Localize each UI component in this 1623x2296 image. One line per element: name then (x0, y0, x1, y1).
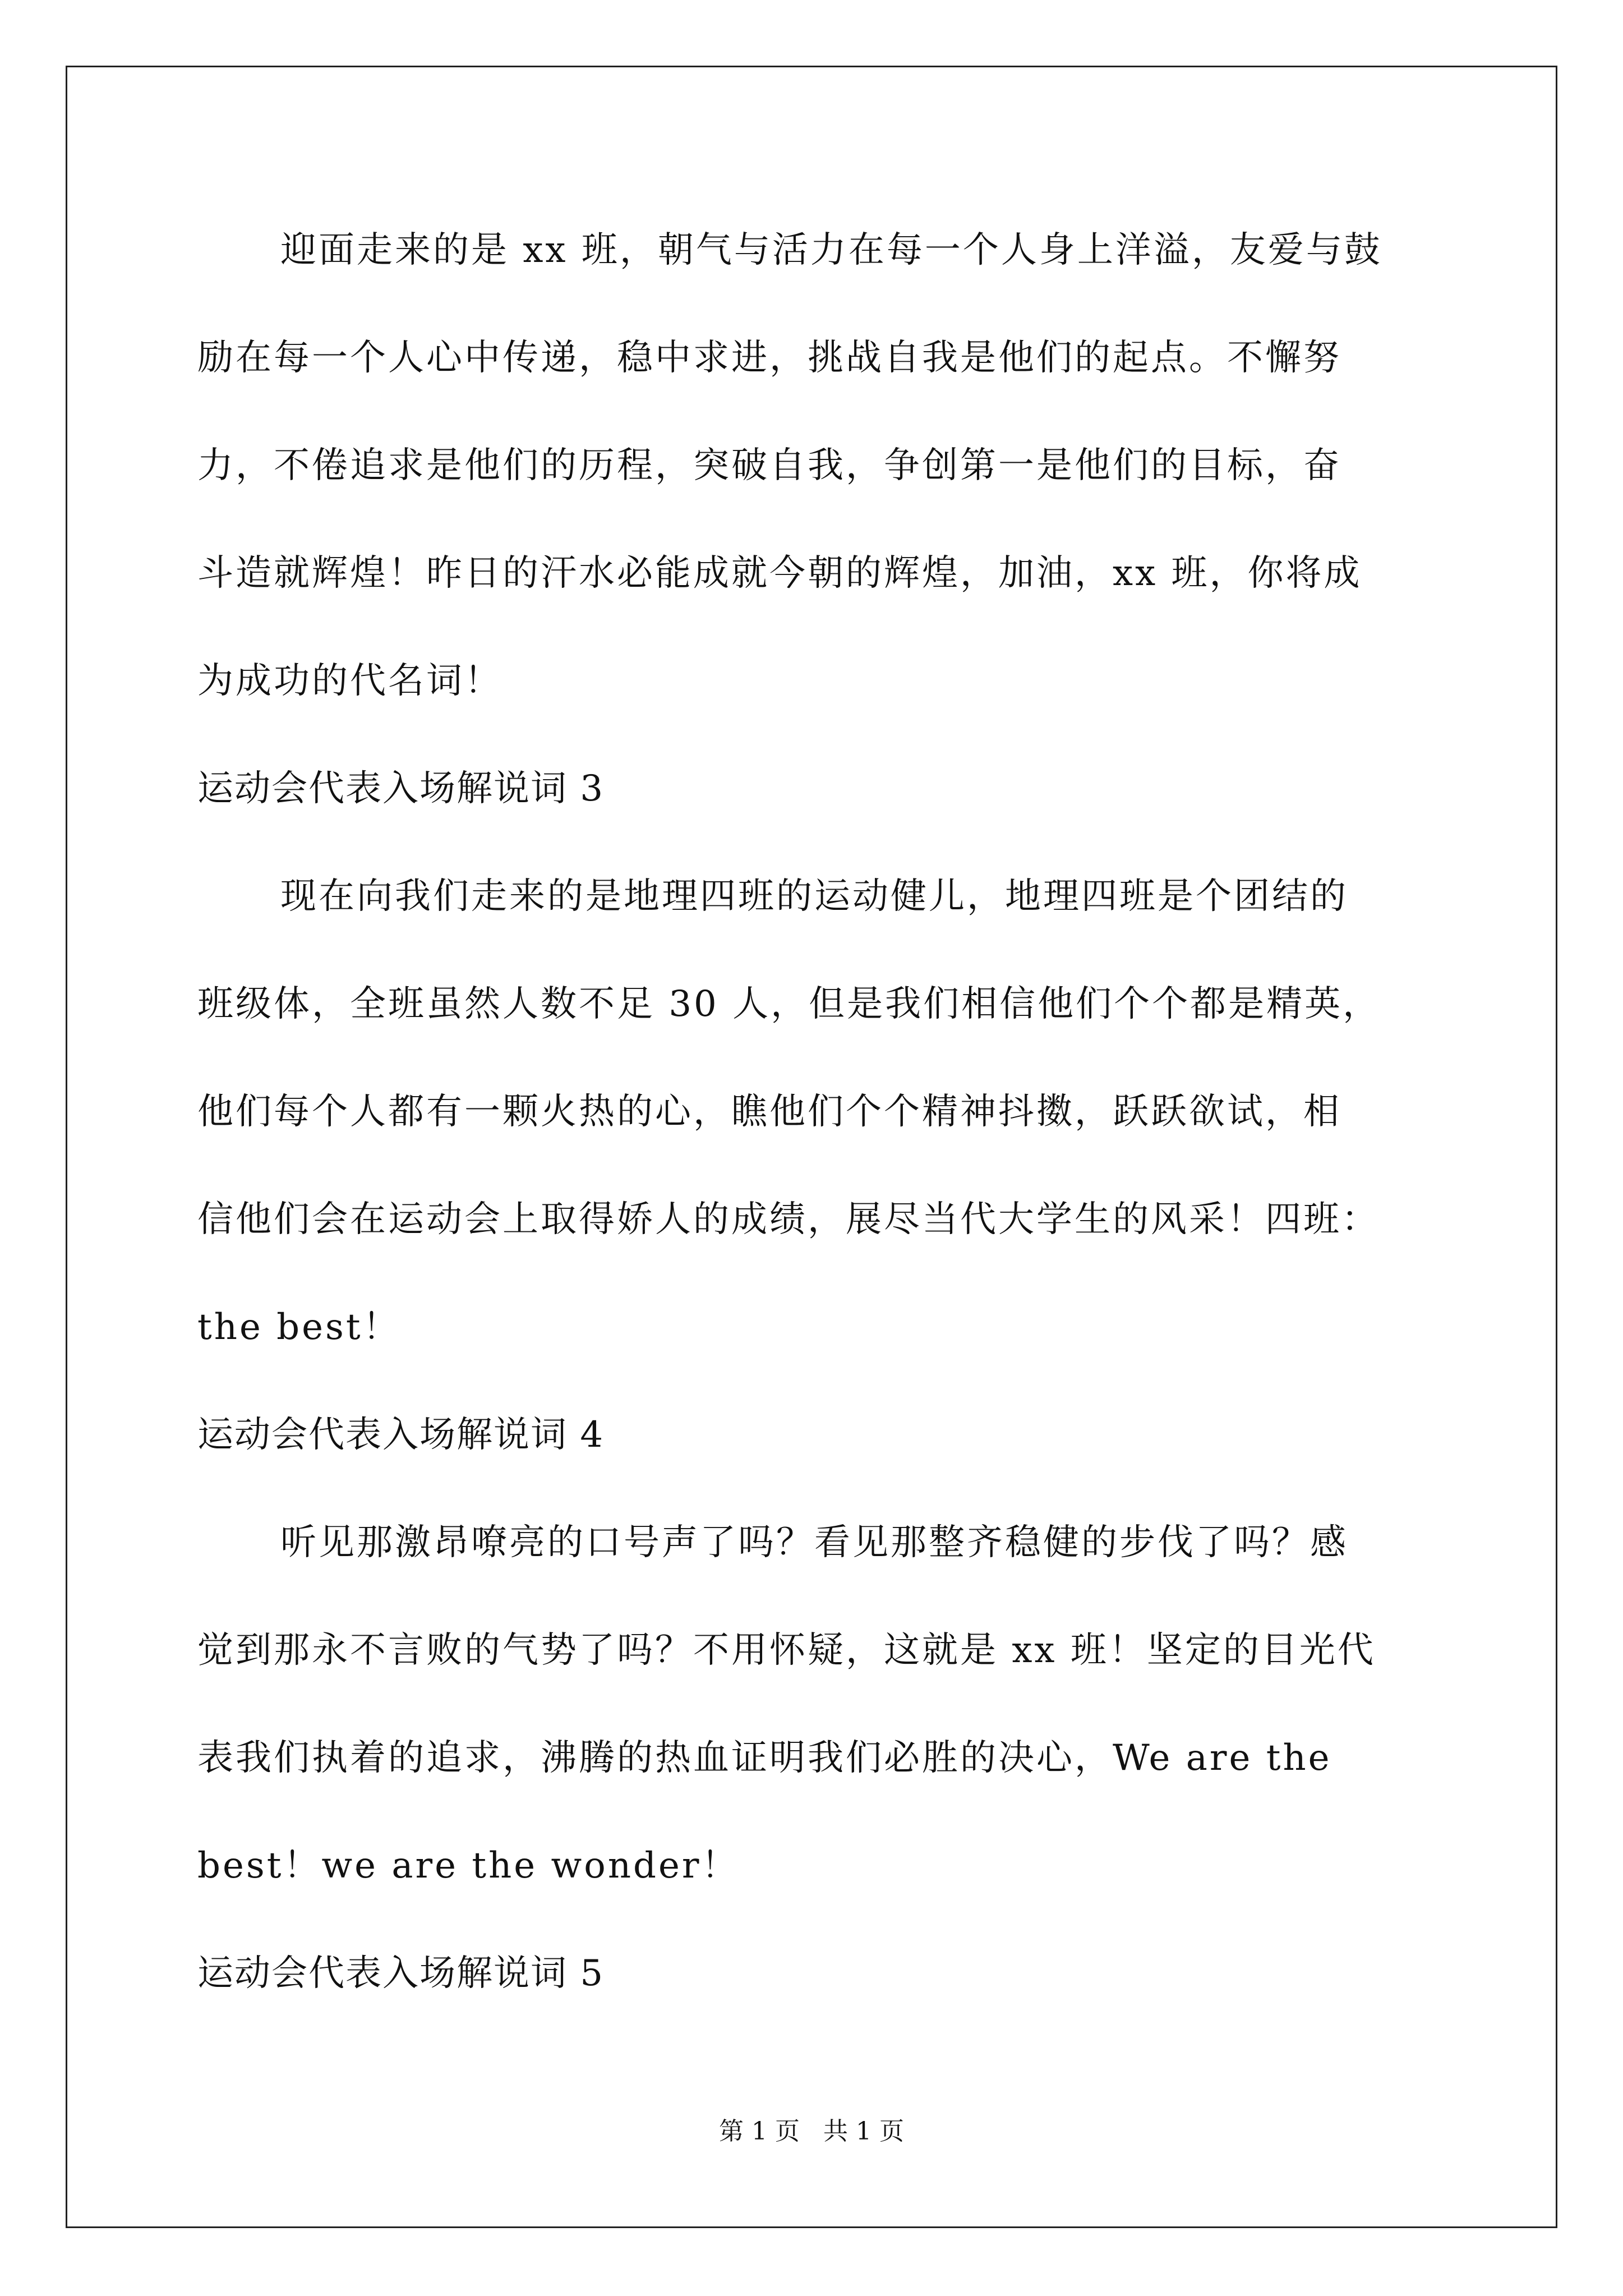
paragraph-line: 听见那激昂嘹亮的口号声了吗？看见那整齐稳健的步伐了吗？感 (280, 1522, 1348, 1563)
section-heading: 运动会代表入场解说词 3 (197, 768, 605, 809)
paragraph-line: 迎面走来的是 xx 班，朝气与活力在每一个人身上洋溢，友爱与鼓 (280, 229, 1382, 271)
paragraph-line: best！we are the wonder！ (197, 1845, 740, 1887)
section-heading: 运动会代表入场解说词 4 (197, 1414, 605, 1456)
paragraph-line: 励在每一个人心中传递，稳中求进，挑战自我是他们的起点。不懈努 (197, 337, 1341, 379)
paragraph-line: 表我们执着的追求，沸腾的热血证明我们必胜的决心，We are the (197, 1737, 1332, 1779)
paragraph-line: 班级体，全班虽然人数不足 30 人，但是我们相信他们个个都是精英， (197, 983, 1381, 1025)
paragraph-line: 现在向我们走来的是地理四班的运动健儿，地理四班是个团结的 (280, 876, 1348, 917)
paragraph-line: 力，不倦追求是他们的历程，突破自我，争创第一是他们的目标，奋 (197, 445, 1341, 486)
paragraph-line: the best！ (197, 1306, 401, 1348)
paragraph-line: 觉到那永不言败的气势了吗？不用怀疑，这就是 xx 班！坚定的目光代 (197, 1630, 1376, 1671)
paragraph-line: 斗造就辉煌！昨日的汗水必能成就今朝的辉煌，加油，xx 班，你将成 (197, 553, 1362, 594)
paragraph-line: 为成功的代名词！ (197, 660, 502, 702)
paragraph-line: 他们每个人都有一颗火热的心，瞧他们个个精神抖擞，跃跃欲试，相 (197, 1091, 1341, 1133)
paragraph-line: 信他们会在运动会上取得娇人的成绩，展尽当代大学生的风采！四班： (197, 1199, 1380, 1240)
document-body (197, 214, 1431, 2045)
section-heading: 运动会代表入场解说词 5 (197, 1953, 605, 1994)
page-footer: 第 1 页 共 1 页 (719, 2117, 904, 2146)
